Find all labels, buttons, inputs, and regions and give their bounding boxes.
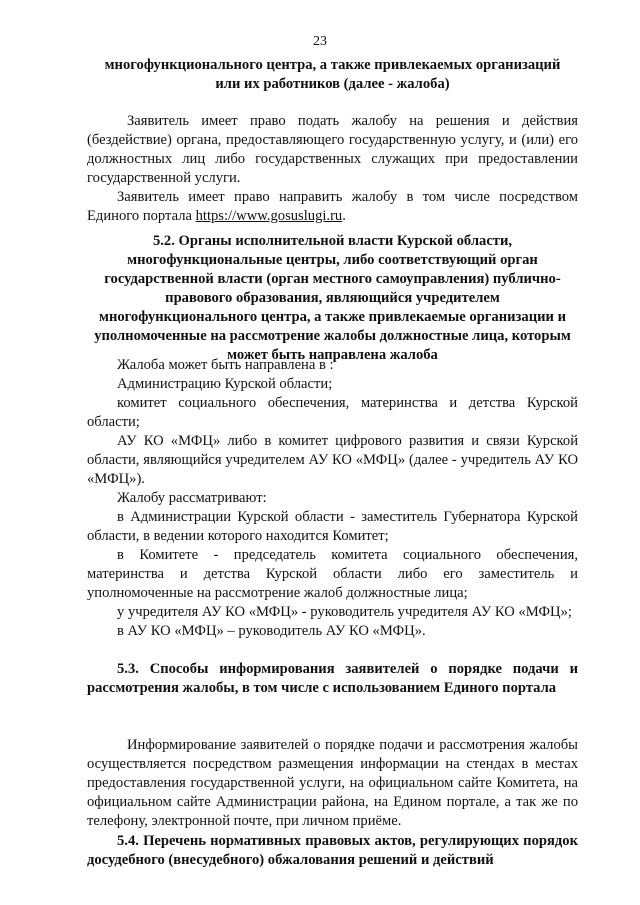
line-mfc: АУ КО «МФЦ» либо в комитет цифрового развития и связи Курской области, являющийся учредителем АУ КО «МФЦ» (далее - учредитель АУ КО «МФЦ»). (87, 433, 578, 487)
page-number: 23 (313, 34, 327, 49)
line-administration-reviewer: в Администрации Курской области - заместитель Губернатора Курской области, в ведении которого находится Комитет; (87, 509, 578, 544)
section-5-2-body (87, 356, 578, 641)
gosuslugi-link[interactable]: https://www.gosuslugi.ru (195, 208, 343, 224)
line-committee: комитет социального обеспечения, материнства и детства Курской области; (87, 395, 578, 430)
paragraph-right-to-complain: Заявитель имеет право подать жалобу на решения и действия (бездействие) органа, предоставляющего государственную услугу, и (или) его должностных лиц либо государственных служащих при предоставлении государственной услуги. (87, 113, 578, 186)
top-heading (87, 56, 578, 94)
section-5-3-heading: 5.3. Способы информирования заявителей о порядке подачи и рассмотрения жалобы, в том числе с использованием Единого портала (87, 661, 578, 696)
paragraph-portal-text: Заявитель имеет право направить жалобу в том числе посредством Единого портала (87, 189, 578, 224)
line-reviewers: Жалобу рассматривают: (117, 490, 267, 506)
line-mfc-reviewer: в АУ КО «МФЦ» – руководитель АУ КО «МФЦ». (117, 623, 426, 639)
section-5-2-heading: 5.2. Органы исполнительной власти Курской области, многофункциональные центры, либо соответствующий орган государственной власти (орган местного самоуправления) публично-правового образования, являющийся учредителем многофункционального центра, а также привлекаемые организации и уполномоченные на рассмотрение жалобы должностные лица, которым может быть направлена жалоба (94, 233, 571, 363)
paragraph-portal (87, 188, 578, 226)
section-intro (87, 112, 578, 226)
top-heading-line-1: многофункционального центра, а также привлекаемых организаций (104, 57, 561, 73)
paragraph-portal-end: . (342, 208, 346, 224)
line-founder-reviewer: у учредителя АУ КО «МФЦ» - руководитель учредителя АУ КО «МФЦ»; (117, 604, 572, 620)
paragraph-informing: Информирование заявителей о порядке подачи и рассмотрения жалобы осуществляется посредством размещения информации на стендах в местах предоставления государственной услуги, на официальном сайте Комитета, на официальном сайте Администрации района, на Едином портале, а так же по телефону, электронной почте, при личном приёме. (87, 737, 578, 829)
section-5-3-body (87, 736, 578, 831)
line-committee-reviewer: в Комитете - председатель комитета социального обеспечения, материнства и детства Курской области либо его заместитель и уполномоченные на рассмотрение жалоб должностные лица; (87, 547, 578, 601)
line-administration: Администрацию Курской области; (117, 376, 333, 392)
section-5-4-heading: 5.4. Перечень нормативных правовых актов, регулирующих порядок досудебного (внесудебного) обжалования решений и действий (87, 833, 578, 868)
top-heading-line-2: или их работников (далее - жалоба) (215, 76, 450, 92)
line-complaint-directed: Жалоба может быть направлена в : (117, 357, 334, 373)
